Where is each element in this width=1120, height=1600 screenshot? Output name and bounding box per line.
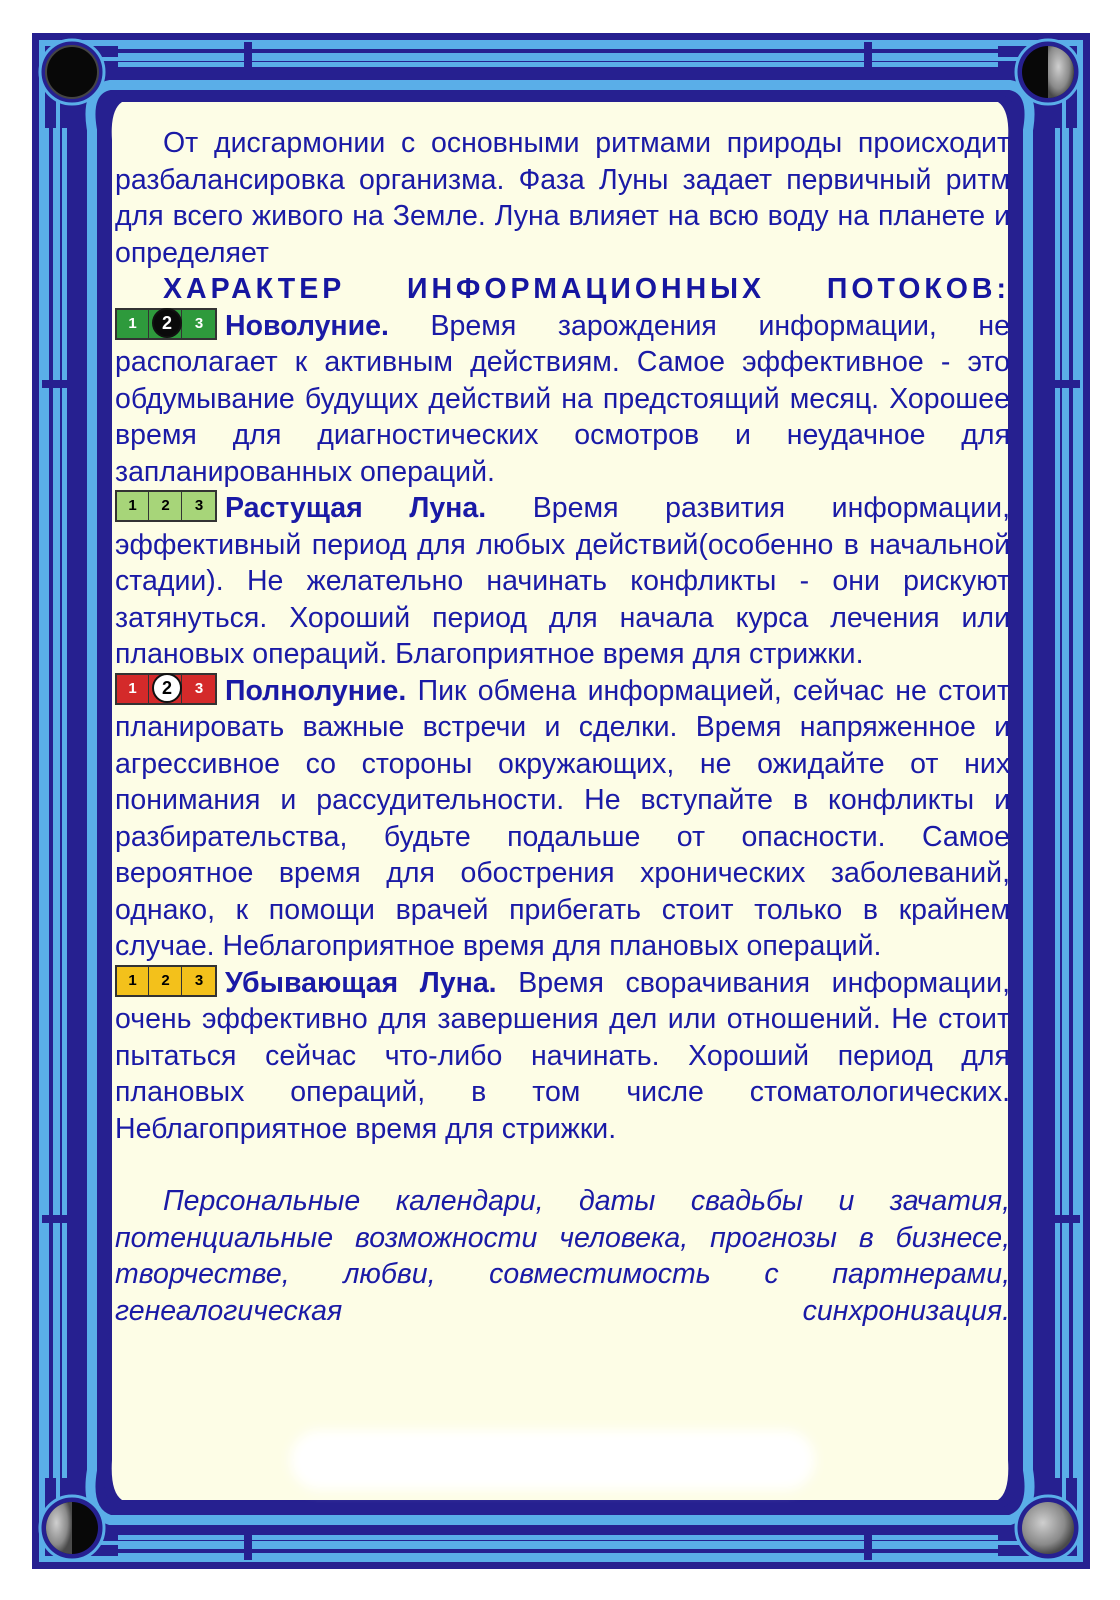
phase-waning-moon (115, 965, 1010, 1148)
phase-badge-waxing (115, 490, 217, 522)
badge-cell-3: 3 (194, 971, 204, 989)
phase-badge-waning (115, 965, 217, 997)
intro-text: От дисгармонии с основными ритмами природы происходит разбалансировка организма. Фаза Луны задает первичный ритм для всего живого на Земле. Луна влияет на всю воду на планете и определяет (115, 127, 1010, 269)
footer-paragraph: Персональные календари, даты свадьбы и зачатия, потенциальные возможности человека, прогнозы в бизнесе, творчестве, любви, совместимость с партнерами, генеалогическая синхронизация. (115, 1185, 1010, 1327)
caps-heading: ХАРАКТЕР ИНФОРМАЦИОННЫХ ПОТОКОВ: (163, 273, 1010, 305)
badge-cell-3: 3 (194, 314, 204, 332)
new-moon-badge-icon: 2 (152, 308, 182, 338)
phase-text: Время зарождения информации, не располагает к активным действиям. Самое эффективное - это обдумывание будущих действий на предстоящий месяц. Хорошее время для диагностических осмотров и неудачное для запланированных операций. (115, 309, 1010, 488)
phase-new-moon (115, 308, 1010, 491)
badge-cell-2: 2 (150, 967, 182, 995)
phase-badge-full (115, 673, 217, 705)
phase-text: Пик обмена информацией, сейчас не стоит планировать важные встречи и сделки. Время напряженное и агрессивное со стороны окружающих, не ожидайте от них понимания и рассудительности. Не вступайте в конфликты и разбирательства, будьте подальше от опасности. Самое вероятное время для обострения хронических заболеваний, однако, к помощи врачей прибегать стоит только в крайнем случае. Неблагоприятное время для плановых операций. (115, 674, 1010, 962)
phase-badge-new (115, 308, 217, 340)
phase-title: Новолуние. (225, 309, 389, 342)
phase-text: Время сворачивания информации, очень эффективно для завершения дел или отношений. Не стоит пытаться сейчас что-либо начинать. Хороший период для плановых операций, в том числе стоматологических. Неблагоприятное время для стрижки. (115, 966, 1011, 1145)
phase-title: Растущая Луна. (225, 492, 487, 524)
phase-waxing-moon (115, 490, 1010, 673)
badge-cell-3: 3 (194, 497, 204, 514)
new-moon-icon (46, 46, 98, 98)
phase-full-moon (115, 673, 1010, 965)
intro-paragraph (115, 125, 1010, 308)
badge-cell-2: 2 (150, 492, 182, 520)
blurred-stamp (300, 1440, 805, 1480)
badge-cell-1: 1 (117, 967, 149, 995)
phase-text: Время развития информации, эффективный период для любых действий(особенно в начальной стадии). Не желательно начинать конфликты - они рискуют затянуться. Хороший период для начала курса лечения или плановых операций. Благоприятное время для стрижки. (115, 492, 1011, 670)
badge-cell-1: 1 (117, 310, 149, 338)
full-moon-badge-icon: 2 (152, 673, 182, 703)
last-quarter-moon-icon (46, 1502, 98, 1554)
badge-cell-1: 1 (117, 675, 149, 703)
phase-title: Убывающая Луна. (225, 966, 497, 999)
phase-title: Полнолуние. (225, 674, 407, 707)
badge-cell-3: 3 (194, 679, 204, 697)
document-body (115, 125, 1010, 1329)
first-quarter-moon-icon (1022, 46, 1074, 98)
full-moon-icon (1022, 1502, 1074, 1554)
badge-cell-1: 1 (117, 492, 149, 520)
